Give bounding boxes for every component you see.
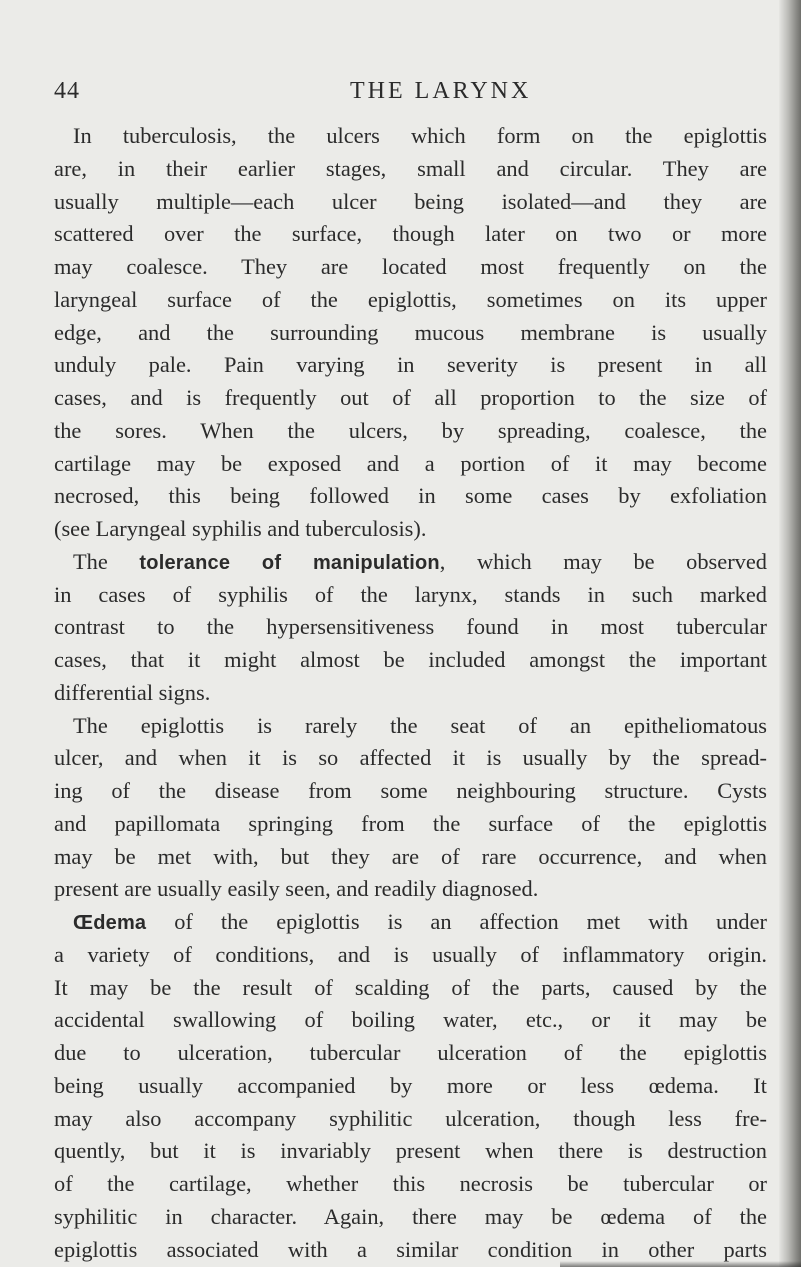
text-line: may also accompany syphilitic ulceration, though less fre- <box>54 1105 767 1131</box>
text-line: cartilage may be exposed and a portion of it may become <box>54 450 767 476</box>
page-number: 44 <box>54 78 80 104</box>
text-line: being usually accompanied by more or less œdema. It <box>54 1072 767 1098</box>
text-line: may coalesce. They are located most frequently on the <box>54 254 767 279</box>
text-run: of the epiglottis is an affection met with under <box>146 909 767 934</box>
text-line <box>54 906 767 939</box>
text-line: a variety of conditions, and is usually of inflammatory origin. <box>54 941 767 967</box>
text-line: epiglottis associated with a similar condition in other parts <box>54 1236 767 1262</box>
text-line: ulcer, and when it is so affected it is usually by the spread- <box>54 745 767 771</box>
text-line: The epiglottis is rarely the seat of an epitheliomatous <box>73 712 767 738</box>
body-text <box>54 120 767 1266</box>
text-line: accidental swallowing of boiling water, etc., or it may be <box>54 1007 767 1033</box>
text-line: contrast to the hypersensitiveness found in most tubercular <box>54 614 767 640</box>
text-run: The <box>73 548 140 574</box>
text-line: edge, and the surrounding mucous membrane is usually <box>54 319 767 345</box>
text-line: scattered over the surface, though later on two or more <box>54 221 767 247</box>
text-line: the sores. When the ulcers, by spreading, coalesce, the <box>54 417 767 443</box>
text-line: laryngeal surface of the epiglottis, sometimes on its upper <box>54 286 767 312</box>
running-head <box>54 78 766 110</box>
text-line: unduly pale. Pain varying in severity is present in all <box>54 352 767 378</box>
text-line: cases, that it might almost be included amongst the important <box>54 647 767 672</box>
text-line: cases, and is frequently out of all proportion to the size of <box>54 385 767 410</box>
bold-term: tolerance of manipulation <box>139 551 440 574</box>
text-line: usually multiple—each ulcer being isolated—and they are <box>54 188 767 214</box>
text-line: and papillomata springing from the surface of the epiglottis <box>54 810 767 836</box>
text-line: syphilitic in character. Again, there may be œdema of the <box>54 1203 767 1229</box>
text-line <box>54 546 767 579</box>
text-line: in cases of syphilis of the larynx, stands in such marked <box>54 581 767 607</box>
text-line: may be met with, but they are of rare occurrence, and when <box>54 843 767 869</box>
text-line: of the cartilage, whether this necrosis be tubercular or <box>54 1171 767 1196</box>
text-line: ing of the disease from some neighbouring structure. Cysts <box>54 778 767 803</box>
text-run: , which may be observed <box>439 548 767 574</box>
bottom-edge-shadow <box>560 1261 801 1267</box>
text-line: (see Laryngeal syphilis and tuberculosis). <box>54 516 427 541</box>
page-edge-shadow <box>779 0 801 1267</box>
text-line: In tuberculosis, the ulcers which form on the epiglottis <box>73 123 767 148</box>
text-line: present are usually easily seen, and readily diagnosed. <box>54 876 539 902</box>
text-line: necrosed, this being followed in some cases by exfoliation <box>54 483 767 509</box>
text-line: quently, but it is invariably present when there is destruction <box>54 1138 767 1164</box>
bold-term: Œdema <box>73 912 147 934</box>
text-line: due to ulceration, tubercular ulceration of the epiglottis <box>54 1040 767 1065</box>
text-line: It may be the result of scalding of the parts, caused by the <box>54 974 767 1000</box>
running-title: THE LARYNX <box>350 78 532 104</box>
text-line: are, in their earlier stages, small and circular. They are <box>54 155 767 181</box>
text-line: differential signs. <box>54 679 211 705</box>
